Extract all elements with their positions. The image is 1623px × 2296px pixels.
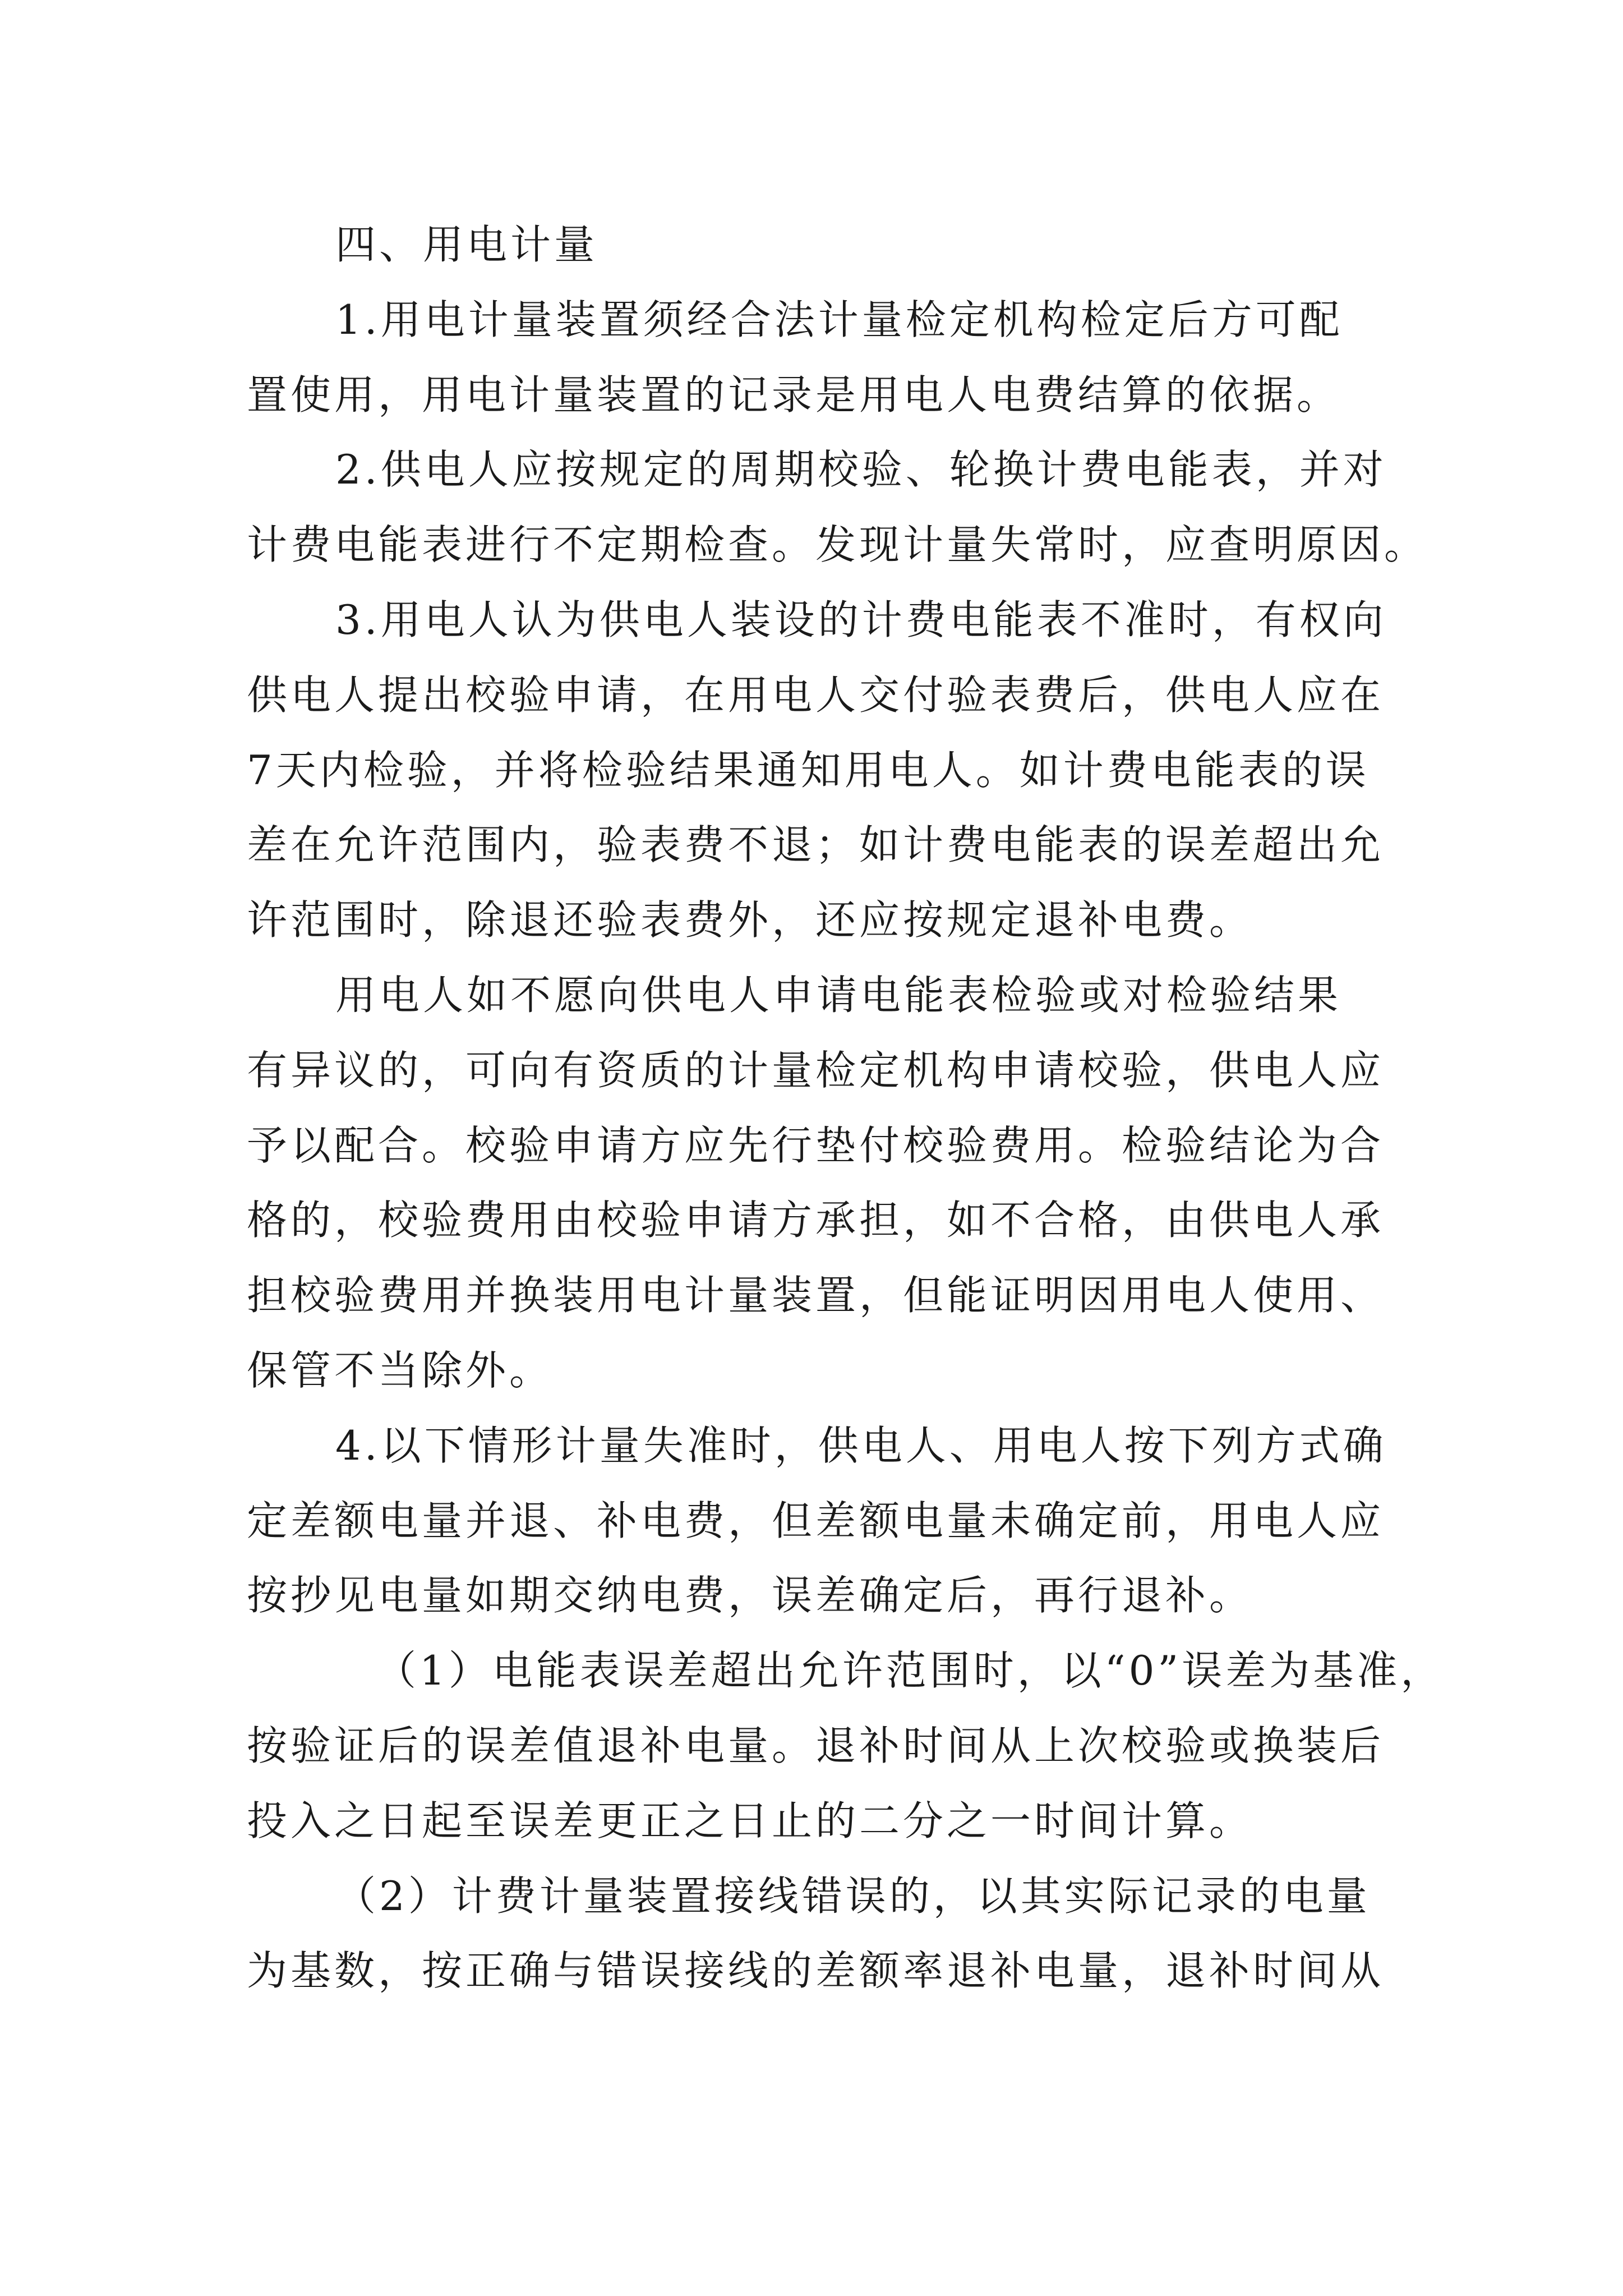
text-line: 按抄见电量如期交纳电费，误差确定后，再行退补。	[247, 1572, 1253, 1619]
section-heading: 四、用电计量	[335, 221, 598, 268]
text-line: 为基数，按正确与错误接线的差额率退补电量，退补时间从	[247, 1947, 1385, 1995]
text-line: 格的，校验费用由校验申请方承担，如不合格，由供电人承	[247, 1197, 1385, 1244]
document-body	[247, 208, 1445, 2009]
text-line: 担校验费用并换装用电计量装置，但能证明因用电人使用、	[247, 1272, 1385, 1319]
text-line: 保管不当除外。	[247, 1346, 554, 1394]
text-line: 3.用电人认为供电人装设的计费电能表不准时，有权向	[335, 596, 1387, 643]
text-line: （2）计费计量装置接线错误的，以其实际记录的电量	[335, 1872, 1371, 1920]
text-line: 差在允许范围内，验表费不退；如计费电能表的误差超出允	[247, 821, 1385, 869]
text-line: 投入之日起至误差更正之日止的二分之一时间计算。	[247, 1797, 1253, 1844]
text-line: 许范围时，除退还验表费外，还应按规定退补电费。	[247, 896, 1253, 944]
text-line: 1.用电计量装置须经合法计量检定机构检定后方可配	[335, 296, 1343, 343]
text-line: 2.供电人应按规定的周期校验、轮换计费电能表，并对	[335, 446, 1387, 494]
text-line: 有异议的，可向有资质的计量检定机构申请校验，供电人应	[247, 1046, 1385, 1094]
text-line: 按验证后的误差值退补电量。退补时间从上次校验或换装后	[247, 1722, 1385, 1769]
text-line: 供电人提出校验申请，在用电人交付验表费后，供电人应在	[247, 671, 1385, 719]
text-line: 7天内检验，并将检验结果通知用电人。如计费电能表的误	[247, 746, 1370, 794]
text-line: （1）电能表误差超出允许范围时，以“0”误差为基准，	[376, 1647, 1445, 1695]
text-line: 用电人如不愿向供电人申请电能表检验或对检验结果	[335, 971, 1342, 1019]
text-line: 定差额电量并退、补电费，但差额电量未确定前，用电人应	[247, 1497, 1385, 1544]
text-line: 4.以下情形计量失准时，供电人、用电人按下列方式确	[335, 1421, 1387, 1469]
text-line: 予以配合。校验申请方应先行垫付校验费用。检验结论为合	[247, 1121, 1385, 1169]
text-line: 计费电能表进行不定期检查。发现计量失常时，应查明原因。	[247, 521, 1428, 569]
text-line: 置使用，用电计量装置的记录是用电人电费结算的依据。	[247, 371, 1341, 418]
